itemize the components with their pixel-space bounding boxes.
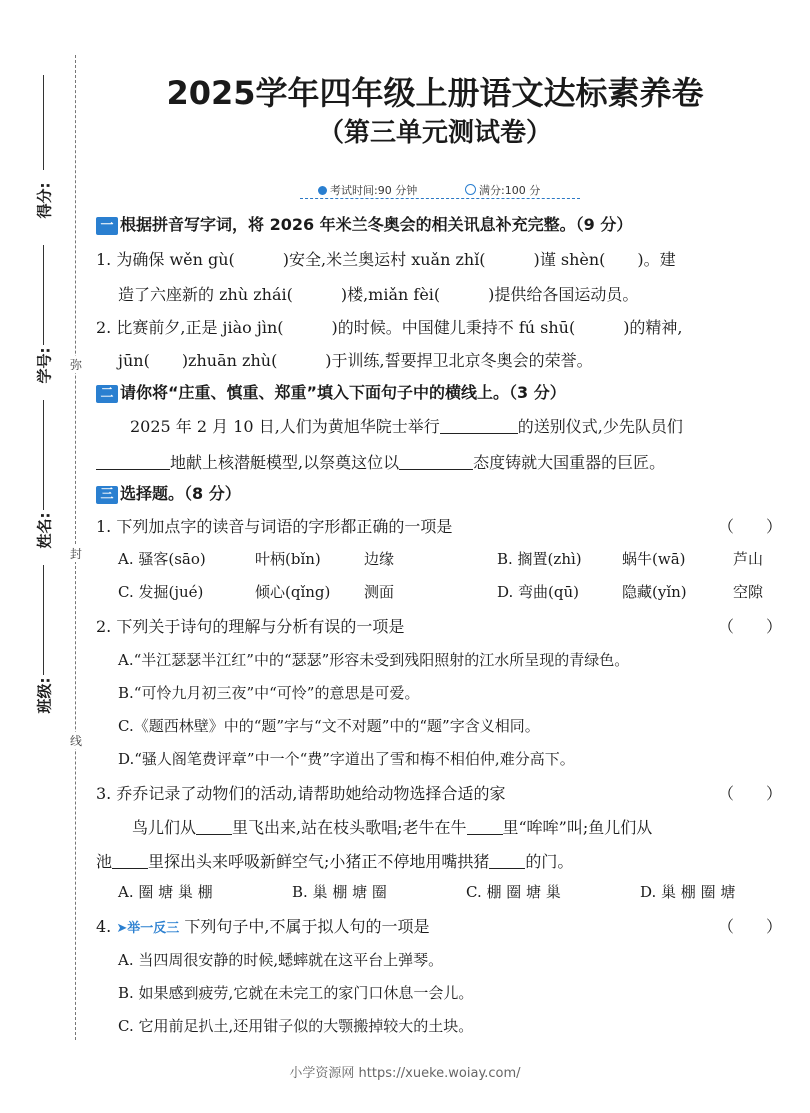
q1-option-b-1: B. 搁置(zhì) <box>497 550 582 568</box>
score-line <box>43 75 44 170</box>
blank[interactable] <box>467 820 503 835</box>
page-title: 2025学年四年级上册语文达标素养卷 <box>166 74 704 112</box>
blank[interactable] <box>440 419 518 434</box>
answer-paren[interactable]: （ ） <box>717 917 782 936</box>
s1-line-2: 造了六座新的 zhù zhái( )楼,miǎn fèi( )提供给各国运动员。 <box>118 285 639 304</box>
q1-option-b-3: 芦山 <box>733 550 764 568</box>
q1-option-d-2: 隐藏(yǐn) <box>622 583 687 601</box>
q1-option-b-2: 蜗牛(wā) <box>622 550 686 568</box>
student-id-label: 学号: <box>35 347 54 384</box>
q3-stem: 3. 乔乔记录了动物们的活动,请帮助她给动物选择合适的家 <box>96 784 506 803</box>
exam-info <box>300 180 580 199</box>
section-2-number: 二 <box>96 385 118 403</box>
q1-option-c-2: 倾心(qǐng) <box>255 583 331 601</box>
q3-passage-line-2: 池 里探出头来呼吸新鲜空气;小猪正不停地用嘴拱猪 的门。 <box>96 852 574 871</box>
extension-tag: ➤举一反三 <box>116 921 180 936</box>
section-2-title: 二 请你将“庄重、慎重、郑重”填入下面句子中的横线上。（3 分） <box>96 380 566 403</box>
q4-option-c: C. 它用前足扒土,还用钳子似的大颚搬掉较大的土块。 <box>118 1017 474 1035</box>
blank[interactable] <box>196 820 232 835</box>
q1-stem: 1. 下列加点字的读音与词语的字形都正确的一项是 <box>96 517 453 536</box>
footer-watermark: 小学资源网 https://xueke.woiay.com/ <box>289 1066 521 1081</box>
seal-char-2: 封 <box>69 547 82 561</box>
seal-char-1: 弥 <box>69 358 82 372</box>
q1-option-c-1: C. 发掘(jué) <box>118 583 204 601</box>
name-line <box>43 400 44 510</box>
section-3-number: 三 <box>96 486 118 504</box>
blank[interactable] <box>112 854 148 869</box>
answer-paren[interactable]: （ ） <box>717 517 782 536</box>
q3-option-a: A. 圈 塘 巢 棚 <box>118 883 213 901</box>
s1-line-1: 1. 为确保 wěn gù( )安全,米兰奥运村 xuǎn zhǐ( )谨 shèn( )。建 <box>96 250 676 269</box>
clock-icon <box>318 186 327 195</box>
q1-option-d-3: 空隙 <box>733 583 764 601</box>
q3-passage-line-1: 鸟儿们从 里飞出来,站在枝头歌唱;老牛在牛 里“哞哞”叫;鱼儿们从 <box>132 818 653 837</box>
q1-option-a-3: 边缘 <box>364 550 395 568</box>
q3-option-d: D. 巢 棚 圈 塘 <box>640 883 736 901</box>
q2-option-c: C.《题西林壁》中的“题”字与“文不对题”中的“题”字含义相同。 <box>118 717 540 735</box>
class-line <box>43 565 44 675</box>
blank[interactable] <box>489 854 525 869</box>
q2-option-a: A.“半江瑟瑟半江红”中的“瑟瑟”形容未受到残阳照射的江水所呈现的青绿色。 <box>118 651 630 669</box>
page-subtitle: （第三单元测试卷） <box>317 118 552 148</box>
q2-option-b: B.“可怜九月初三夜”中“可怜”的意思是可爱。 <box>118 684 420 702</box>
class-label: 班级: <box>35 677 54 714</box>
student-id-line <box>43 245 44 345</box>
q4-option-b: B. 如果感到疲劳,它就在未完工的家门口休息一会儿。 <box>118 984 474 1002</box>
s1-line-4: jūn( )zhuān zhù( )于训练,誓要捍卫北京冬奥会的荣誉。 <box>118 351 593 370</box>
seal-char-3: 线 <box>69 734 82 748</box>
section-1-number: 一 <box>96 217 118 235</box>
q2-stem: 2. 下列关于诗句的理解与分析有误的一项是 <box>96 617 405 636</box>
q4-option-a: A. 当四周很安静的时候,蟋蟀就在这平台上弹琴。 <box>118 951 444 969</box>
q4-stem: 4. ➤举一反三 下列句子中,不属于拟人句的一项是 <box>96 917 430 936</box>
s1-line-3: 2. 比赛前夕,正是 jiào jìn( )的时候。中国健儿秉持不 fú shū( )的精神, <box>96 318 683 337</box>
q3-option-b: B. 巢 棚 塘 圈 <box>292 883 387 901</box>
section-1-title: 一 根据拼音写字词，将 2026 年米兰冬奥会的相关讯息补充完整。（9 分） <box>96 212 632 235</box>
answer-paren[interactable]: （ ） <box>717 617 782 636</box>
q3-option-c: C. 棚 圈 塘 巢 <box>466 883 561 901</box>
q2-option-d: D.“骚人阁笔费评章”中一个“费”字道出了雪和梅不相伯仲,难分高下。 <box>118 750 575 768</box>
s2-line-1: 2025 年 2 月 10 日,人们为黄旭华院士举行 的送别仪式,少先队员们 <box>130 417 683 436</box>
exam-score: 满分:100 分 <box>479 184 541 197</box>
q1-option-a-2: 叶柄(bǐn) <box>255 550 321 568</box>
q1-option-c-3: 测面 <box>364 583 395 601</box>
check-icon <box>465 184 476 195</box>
blank[interactable] <box>96 455 170 470</box>
section-3-title: 三 选择题。（8 分） <box>96 481 241 504</box>
score-label: 得分: <box>35 182 54 219</box>
blank[interactable] <box>399 455 473 470</box>
s2-line-2: 地献上核潜艇模型,以祭奠这位以 态度铸就大国重器的巨匠。 <box>96 450 665 473</box>
q1-option-a-1: A. 骚客(sāo) <box>118 550 206 568</box>
answer-paren[interactable]: （ ） <box>717 784 782 803</box>
name-label: 姓名: <box>35 512 54 549</box>
q1-option-d-1: D. 弯曲(qū) <box>497 583 579 601</box>
exam-time: 考试时间:90 分钟 <box>330 184 418 197</box>
